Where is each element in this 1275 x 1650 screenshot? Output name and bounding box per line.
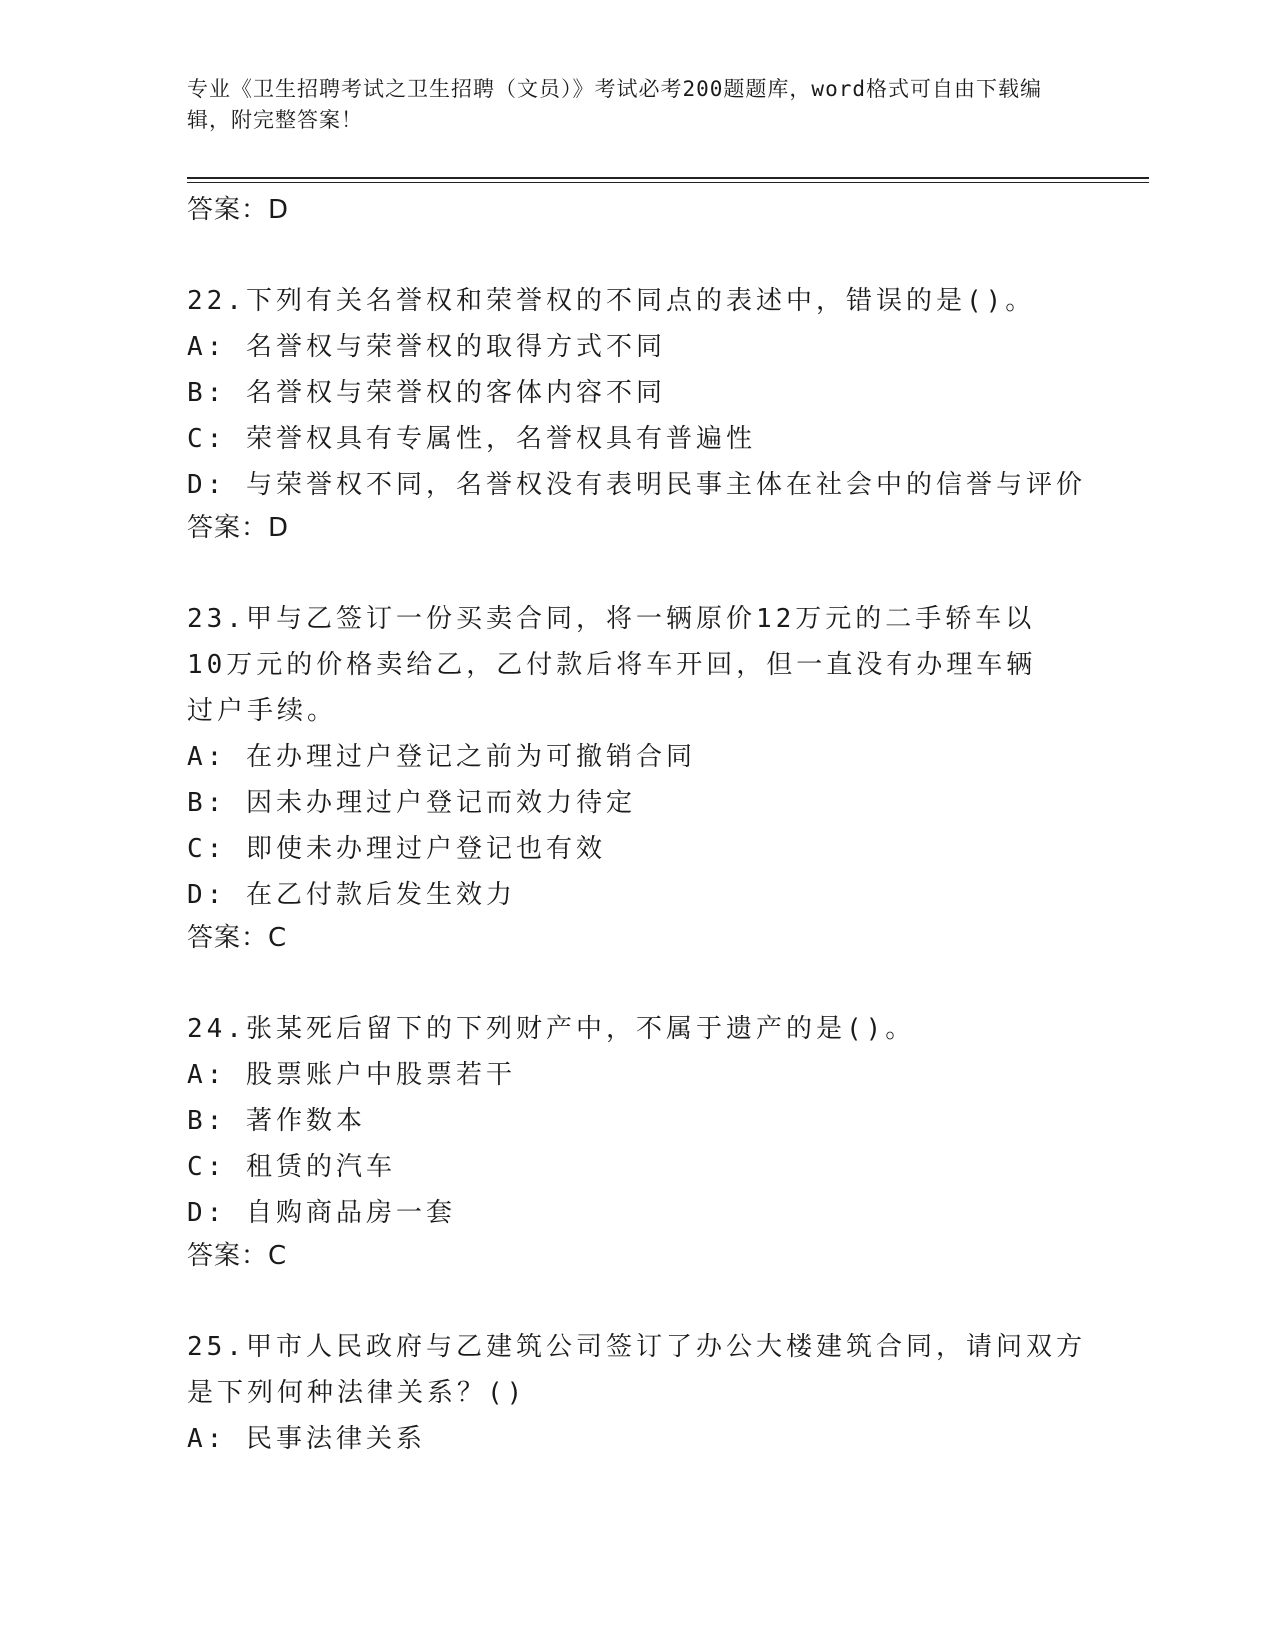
question-stem: 24.张某死后留下的下列财产中，不属于遗产的是()。 — [187, 1014, 916, 1044]
answer-line: 答案：D — [187, 513, 290, 543]
question-stem: 25.甲市人民政府与乙建筑公司签订了办公大楼建筑合同，请问双方是下列何种法律关系？() — [187, 1332, 1086, 1408]
option-b: B: 名誉权与荣誉权的客体内容不同 — [187, 378, 666, 408]
question-item — [187, 1324, 1087, 1462]
answer-line: 答案：C — [187, 1241, 288, 1271]
option-a: A: 在办理过户登记之前为可撤销合同 — [187, 742, 696, 772]
option-a: A: 股票账户中股票若干 — [187, 1060, 516, 1090]
question-item — [187, 596, 1087, 958]
question-item — [187, 1006, 1087, 1276]
option-a: A: 名誉权与荣誉权的取得方式不同 — [187, 332, 666, 362]
question-stem: 23.甲与乙签订一份买卖合同，将一辆原价12万元的二手轿车以10万元的价格卖给乙，乙付款后将车开回，但一直没有办理车辆过户手续。 — [187, 604, 1037, 726]
question-stem: 22.下列有关名誉权和荣誉权的不同点的表述中，错误的是()。 — [187, 286, 1036, 316]
answer-line: 答案：D — [187, 195, 290, 225]
header-rule-thick — [187, 177, 1149, 179]
question-item — [187, 278, 1087, 548]
option-d: D: 自购商品房一套 — [187, 1198, 456, 1228]
question-list — [187, 190, 1087, 1462]
header-rule-thin — [187, 182, 1149, 183]
option-d: D: 与荣誉权不同，名誉权没有表明民事主体在社会中的信誉与评价 — [187, 470, 1086, 500]
option-c: C: 租赁的汽车 — [187, 1152, 396, 1182]
answer-line: 答案：C — [187, 923, 288, 953]
option-d: D: 在乙付款后发生效力 — [187, 880, 516, 910]
option-c: C: 荣誉权具有专属性，名誉权具有普遍性 — [187, 424, 756, 454]
option-b: B: 因未办理过户登记而效力待定 — [187, 788, 636, 818]
option-c: C: 即使未办理过户登记也有效 — [187, 834, 606, 864]
option-a: A: 民事法律关系 — [187, 1424, 426, 1454]
document-header: 专业《卫生招聘考试之卫生招聘（文员）》考试必考200题题库，word格式可自由下载编辑，附完整答案！ — [187, 77, 1042, 132]
option-b: B: 著作数本 — [187, 1106, 366, 1136]
